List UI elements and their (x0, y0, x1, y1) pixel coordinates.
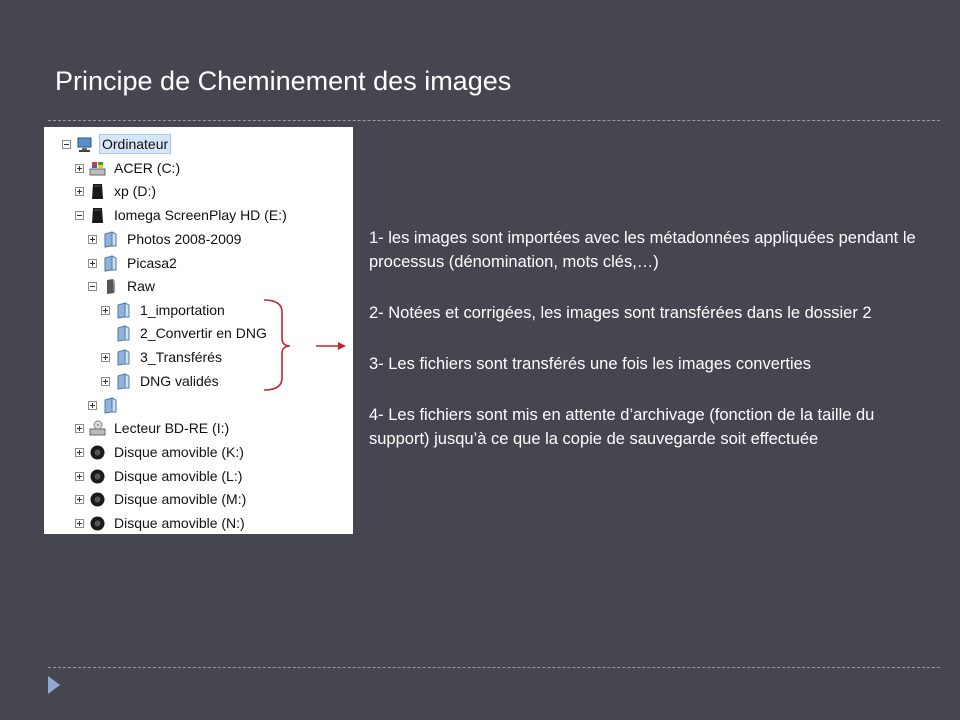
note-number: 1- (369, 229, 384, 247)
tree-item[interactable] (75, 205, 289, 225)
expander-icon[interactable] (75, 472, 84, 481)
expander-icon[interactable] (62, 140, 71, 149)
removable-disk-icon (89, 491, 106, 508)
tree-item-label: 3_Transférés (140, 349, 222, 365)
top-divider (48, 120, 940, 121)
expander-icon[interactable] (75, 187, 84, 196)
tree-item[interactable] (75, 442, 246, 462)
folder-open-icon (102, 278, 119, 295)
tree-item-label: Disque amovible (L:) (114, 468, 243, 484)
bottom-divider (48, 667, 940, 668)
folder-icon (115, 373, 132, 390)
expander-icon[interactable] (88, 259, 97, 268)
note-text: Les fichiers sont transférés une fois les images converties (383, 355, 812, 373)
note-text: Les fichiers sont mis en attente d’archivage (fonction de la taille du support) jusqu’à ce que la copie de sauvegarde soit effectuée (369, 406, 875, 448)
expander-placeholder (101, 329, 110, 338)
tree-item-label: Disque amovible (N:) (114, 515, 245, 531)
computer-icon (76, 136, 93, 153)
hard-drive-icon (89, 207, 106, 224)
folder-icon (115, 325, 132, 342)
expander-icon[interactable] (88, 235, 97, 244)
tree-item-label: Ordinateur (99, 134, 171, 154)
folder-icon (102, 255, 119, 272)
folder-icon (115, 349, 132, 366)
expander-icon[interactable] (88, 401, 97, 410)
tree-item[interactable] (101, 371, 221, 391)
tree-item[interactable] (62, 134, 171, 154)
expander-icon[interactable] (101, 353, 110, 362)
expander-icon[interactable] (88, 282, 97, 291)
note-text: les images sont importées avec les métadonnées appliquées pendant le processus (dénomination, mots clés,…) (369, 229, 916, 271)
expander-icon[interactable] (75, 519, 84, 528)
tree-item[interactable] (88, 276, 157, 296)
note-text: Notées et corrigées, les images sont transférées dans le dossier 2 (383, 304, 872, 322)
expander-icon[interactable] (101, 377, 110, 386)
windows-drive-icon (89, 160, 106, 177)
play-triangle-icon (47, 675, 61, 695)
optical-drive-icon (89, 420, 106, 437)
removable-disk-icon (89, 444, 106, 461)
tree-item-label: Iomega ScreenPlay HD (E:) (114, 207, 287, 223)
tree-item-label: Lecteur BD-RE (I:) (114, 420, 230, 436)
folder-icon (102, 397, 119, 414)
bracket-arrow-annotation (262, 298, 352, 392)
tree-item-label: DNG validés (140, 373, 219, 389)
tree-item[interactable] (101, 300, 227, 320)
hard-drive-icon (89, 183, 106, 200)
note-3 (369, 352, 929, 376)
tree-item[interactable] (88, 229, 243, 249)
removable-disk-icon (89, 515, 106, 532)
expander-icon[interactable] (75, 448, 84, 457)
slide-title: Principe de Cheminement des images (55, 66, 512, 96)
tree-item[interactable] (75, 418, 231, 438)
note-1 (369, 226, 929, 274)
removable-disk-icon (89, 468, 106, 485)
tree-item-label: 2_Convertir en DNG (140, 325, 267, 341)
tree-item[interactable] (75, 158, 182, 178)
note-number: 3- (369, 355, 384, 373)
tree-item[interactable] (75, 513, 247, 533)
tree-item[interactable] (88, 253, 179, 273)
tree-item[interactable] (101, 323, 269, 343)
tree-item-label: Photos 2008-2009 (127, 231, 242, 247)
tree-item[interactable] (75, 489, 248, 509)
tree-item[interactable] (101, 347, 224, 367)
note-4 (369, 403, 929, 451)
note-number: 2- (369, 304, 384, 322)
tree-item-label: Disque amovible (K:) (114, 444, 244, 460)
folder-icon (102, 231, 119, 248)
tree-item-label: xp (D:) (114, 183, 156, 199)
note-number: 4- (369, 406, 384, 424)
tree-item-label: Disque amovible (M:) (114, 491, 247, 507)
process-notes (369, 226, 929, 478)
tree-item[interactable] (75, 466, 244, 486)
note-2 (369, 301, 929, 325)
tree-item-label: Picasa2 (127, 255, 177, 271)
folder-icon (115, 302, 132, 319)
tree-item-label: Raw (127, 278, 156, 294)
tree-item[interactable] (88, 395, 129, 415)
expander-icon[interactable] (101, 306, 110, 315)
expander-icon[interactable] (75, 211, 84, 220)
tree-item[interactable] (75, 181, 158, 201)
expander-icon[interactable] (75, 164, 84, 173)
expander-icon[interactable] (75, 495, 84, 504)
expander-icon[interactable] (75, 424, 84, 433)
tree-item-label: ACER (C:) (114, 160, 181, 176)
tree-item-label: 1_importation (140, 302, 225, 318)
